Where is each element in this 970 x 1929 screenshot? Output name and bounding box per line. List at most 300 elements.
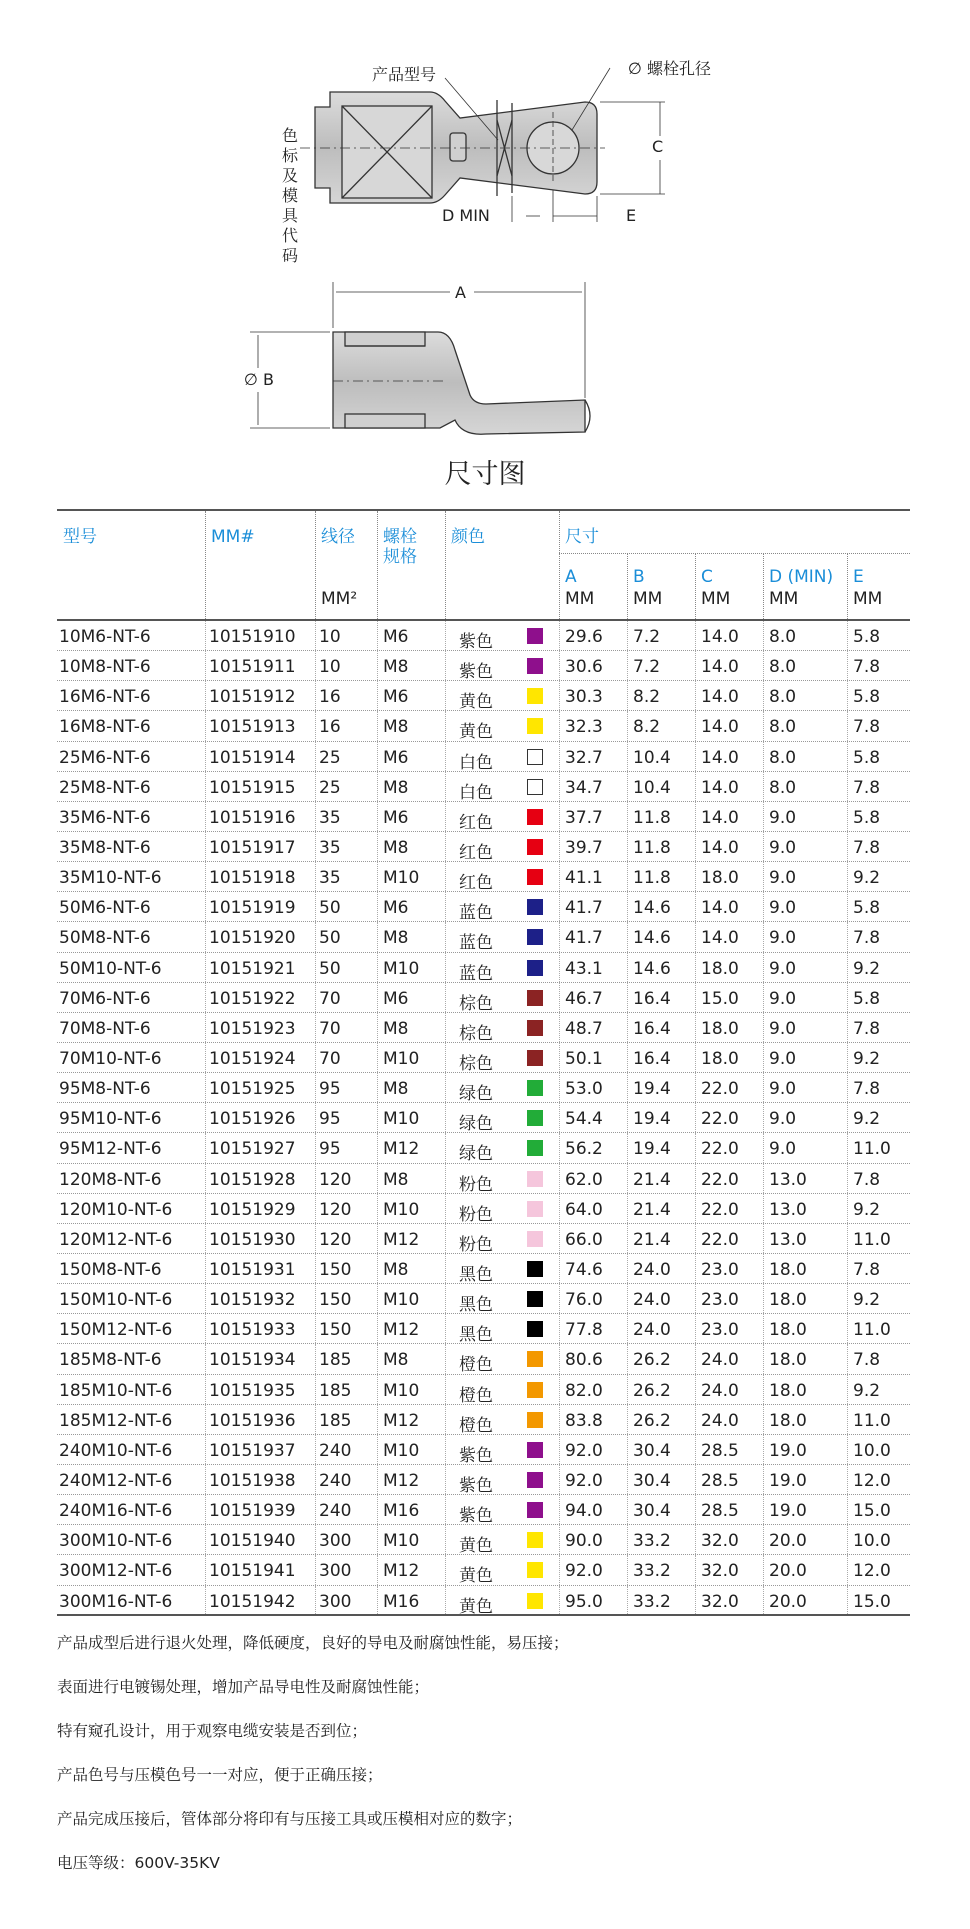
table-row — [57, 651, 910, 681]
model-cell: 240M12-NT-6 — [59, 1470, 173, 1491]
header-e: E — [853, 567, 864, 587]
wire-cell: 150 — [319, 1290, 352, 1311]
note-4: 产品色号与压模色号一一对应，便于正确压接； — [57, 1766, 383, 1784]
note-3: 特有窥孔设计，用于观察电缆安装是否到位； — [57, 1722, 368, 1740]
table-row — [57, 711, 910, 741]
table-row — [57, 1254, 910, 1284]
mm-cell: 10151935 — [209, 1380, 296, 1401]
color-swatch — [527, 1382, 543, 1398]
c-cell: 23.0 — [701, 1259, 739, 1280]
d-cell: 8.0 — [769, 627, 797, 647]
model-cell: 35M8-NT-6 — [59, 837, 151, 858]
color-cell: 紫色 — [459, 1506, 493, 1527]
table-row — [57, 1043, 910, 1073]
color-cell: 粉色 — [459, 1204, 493, 1225]
color-cell: 棕色 — [459, 1053, 493, 1074]
b-cell: 19.4 — [633, 1079, 671, 1100]
a-cell: 29.6 — [565, 627, 603, 647]
wire-cell: 150 — [319, 1320, 352, 1341]
c-cell: 23.0 — [701, 1320, 739, 1341]
d-cell: 18.0 — [769, 1259, 807, 1280]
dimension-drawing — [0, 0, 970, 500]
d-cell: 20.0 — [769, 1591, 807, 1612]
lug-side-view — [250, 282, 590, 434]
e-cell: 7.8 — [853, 1350, 881, 1371]
b-cell: 11.8 — [633, 868, 671, 889]
color-cell: 红色 — [459, 873, 493, 894]
wire-cell: 300 — [319, 1531, 352, 1552]
wire-cell: 70 — [319, 988, 341, 1009]
a-cell: 76.0 — [565, 1290, 603, 1311]
model-cell: 16M6-NT-6 — [59, 687, 151, 708]
c-cell: 24.0 — [701, 1350, 739, 1371]
wire-cell: 16 — [319, 717, 341, 738]
e-cell: 9.2 — [853, 1048, 881, 1069]
e-cell: 5.8 — [853, 988, 881, 1009]
mm-cell: 10151936 — [209, 1410, 296, 1431]
a-cell: 94.0 — [565, 1501, 603, 1522]
a-cell: 30.3 — [565, 687, 603, 708]
c-cell: 14.0 — [701, 928, 739, 949]
c-cell: 22.0 — [701, 1229, 739, 1250]
model-cell: 70M6-NT-6 — [59, 988, 151, 1009]
color-cell: 绿色 — [459, 1084, 493, 1105]
b-cell: 10.4 — [633, 747, 671, 768]
color-cell: 黄色 — [459, 1596, 493, 1617]
b-cell: 14.6 — [633, 928, 671, 949]
bolt-cell: M12 — [383, 1470, 420, 1491]
a-cell: 41.7 — [565, 898, 603, 919]
color-cell: 白色 — [459, 752, 493, 773]
mm-cell: 10151926 — [209, 1109, 296, 1130]
mm-cell: 10151937 — [209, 1440, 296, 1461]
b-dim-label: ∅ B — [244, 370, 274, 389]
color-cell: 橙色 — [459, 1355, 493, 1376]
a-cell: 39.7 — [565, 837, 603, 858]
e-cell: 10.0 — [853, 1440, 891, 1461]
color-cell: 棕色 — [459, 1023, 493, 1044]
b-cell: 19.4 — [633, 1109, 671, 1130]
wire-cell: 50 — [319, 958, 341, 979]
color-cell: 橙色 — [459, 1415, 493, 1436]
b-cell: 14.6 — [633, 958, 671, 979]
color-swatch — [527, 1020, 543, 1036]
model-cell: 240M16-NT-6 — [59, 1501, 173, 1522]
d-cell: 8.0 — [769, 777, 797, 798]
bolt-cell: M10 — [383, 1290, 420, 1311]
bolt-cell: M8 — [383, 928, 409, 949]
lug-top-view — [300, 68, 665, 222]
header-d-unit: MM — [769, 589, 799, 609]
a-cell: 92.0 — [565, 1470, 603, 1491]
a-cell: 50.1 — [565, 1048, 603, 1069]
e-cell: 9.2 — [853, 1199, 881, 1220]
b-cell: 8.2 — [633, 717, 661, 738]
mm-cell: 10151914 — [209, 747, 296, 768]
a-cell: 30.6 — [565, 657, 603, 678]
b-cell: 33.2 — [633, 1561, 671, 1582]
b-cell: 24.0 — [633, 1259, 671, 1280]
table-row — [57, 1164, 910, 1194]
wire-cell: 50 — [319, 928, 341, 949]
model-cell: 185M10-NT-6 — [59, 1380, 173, 1401]
color-swatch — [527, 899, 543, 915]
b-cell: 8.2 — [633, 687, 661, 708]
color-swatch — [527, 1442, 543, 1458]
wire-cell: 16 — [319, 687, 341, 708]
wire-cell: 25 — [319, 747, 341, 768]
header-wire: 线径 — [321, 527, 355, 547]
bolt-cell: M8 — [383, 1018, 409, 1039]
wire-cell: 185 — [319, 1380, 352, 1401]
mm-cell: 10151938 — [209, 1470, 296, 1491]
color-swatch — [527, 869, 543, 885]
header-model: 型号 — [63, 527, 97, 547]
e-cell: 7.8 — [853, 1079, 881, 1100]
header-b: B — [633, 567, 645, 587]
c-cell: 14.0 — [701, 747, 739, 768]
color-swatch — [527, 1140, 543, 1156]
color-swatch — [527, 809, 543, 825]
note-5: 产品完成压接后，管体部分将印有与压接工具或压模相对应的数字； — [57, 1810, 523, 1828]
b-cell: 7.2 — [633, 657, 661, 678]
e-cell: 9.2 — [853, 868, 881, 889]
bolt-cell: M10 — [383, 1048, 420, 1069]
bolt-cell: M16 — [383, 1591, 420, 1612]
wire-cell: 25 — [319, 777, 341, 798]
header-a: A — [565, 567, 577, 587]
wire-cell: 70 — [319, 1048, 341, 1069]
color-swatch — [527, 839, 543, 855]
color-cell: 黑色 — [459, 1295, 493, 1316]
color-swatch — [527, 1261, 543, 1277]
model-cell: 120M12-NT-6 — [59, 1229, 173, 1250]
color-cell: 白色 — [459, 782, 493, 803]
d-cell: 9.0 — [769, 1048, 797, 1069]
a-cell: 41.7 — [565, 928, 603, 949]
model-cell: 70M8-NT-6 — [59, 1018, 151, 1039]
model-cell: 300M16-NT-6 — [59, 1591, 173, 1612]
wire-cell: 120 — [319, 1199, 352, 1220]
a-cell: 82.0 — [565, 1380, 603, 1401]
e-cell: 12.0 — [853, 1561, 891, 1582]
mm-cell: 10151915 — [209, 777, 296, 798]
mm-cell: 10151929 — [209, 1199, 296, 1220]
mm-cell: 10151918 — [209, 868, 296, 889]
color-swatch — [527, 929, 543, 945]
mm-cell: 10151917 — [209, 837, 296, 858]
mm-cell: 10151910 — [209, 627, 296, 647]
color-cell: 红色 — [459, 842, 493, 863]
table-row — [57, 621, 910, 651]
bolt-cell: M6 — [383, 988, 409, 1009]
c-cell: 23.0 — [701, 1290, 739, 1311]
e-cell: 7.8 — [853, 717, 881, 738]
color-cell: 蓝色 — [459, 963, 493, 984]
d-cell: 9.0 — [769, 807, 797, 828]
color-swatch — [527, 990, 543, 1006]
e-cell: 5.8 — [853, 807, 881, 828]
c-cell: 22.0 — [701, 1199, 739, 1220]
a-cell: 64.0 — [565, 1199, 603, 1220]
a-cell: 95.0 — [565, 1591, 603, 1612]
bolt-cell: M8 — [383, 1169, 409, 1190]
note-6: 电压等级：600V-35KV — [57, 1854, 220, 1872]
e-cell: 15.0 — [853, 1591, 891, 1612]
a-cell: 92.0 — [565, 1561, 603, 1582]
bolt-cell: M10 — [383, 1109, 420, 1130]
model-cell: 120M10-NT-6 — [59, 1199, 173, 1220]
color-cell: 黄色 — [459, 722, 493, 743]
bolt-cell: M10 — [383, 958, 420, 979]
d-cell: 8.0 — [769, 657, 797, 678]
c-cell: 22.0 — [701, 1109, 739, 1130]
color-cell: 蓝色 — [459, 933, 493, 954]
table-row — [57, 1405, 910, 1435]
c-cell: 28.5 — [701, 1470, 739, 1491]
mm-cell: 10151920 — [209, 928, 296, 949]
wire-cell: 10 — [319, 627, 341, 647]
table-row — [57, 1495, 910, 1525]
color-swatch — [527, 1080, 543, 1096]
e-cell: 5.8 — [853, 747, 881, 768]
table-row — [57, 1465, 910, 1495]
b-cell: 19.4 — [633, 1139, 671, 1160]
header-a-unit: MM — [565, 589, 595, 609]
dmin-dim-label: D MIN — [442, 206, 490, 225]
model-cell: 10M6-NT-6 — [59, 627, 151, 647]
color-swatch — [527, 1201, 543, 1217]
c-cell: 28.5 — [701, 1440, 739, 1461]
d-cell: 9.0 — [769, 1139, 797, 1160]
mm-cell: 10151927 — [209, 1139, 296, 1160]
color-swatch — [527, 1593, 543, 1609]
model-cell: 95M12-NT-6 — [59, 1139, 162, 1160]
wire-cell: 95 — [319, 1109, 341, 1130]
b-cell: 26.2 — [633, 1350, 671, 1371]
d-cell: 9.0 — [769, 958, 797, 979]
color-cell: 绿色 — [459, 1114, 493, 1135]
model-cell: 120M8-NT-6 — [59, 1169, 162, 1190]
c-cell: 24.0 — [701, 1380, 739, 1401]
mm-cell: 10151922 — [209, 988, 296, 1009]
color-swatch — [527, 779, 543, 795]
e-cell: 7.8 — [853, 657, 881, 678]
table-row — [57, 1525, 910, 1555]
d-cell: 19.0 — [769, 1440, 807, 1461]
a-cell: 56.2 — [565, 1139, 603, 1160]
a-cell: 32.7 — [565, 747, 603, 768]
d-cell: 13.0 — [769, 1169, 807, 1190]
model-cell: 50M6-NT-6 — [59, 898, 151, 919]
bolt-cell: M8 — [383, 1259, 409, 1280]
wire-cell: 10 — [319, 657, 341, 678]
table-row — [57, 742, 910, 772]
mm-cell: 10151941 — [209, 1561, 296, 1582]
e-cell: 7.8 — [853, 1018, 881, 1039]
d-cell: 9.0 — [769, 868, 797, 889]
mm-cell: 10151924 — [209, 1048, 296, 1069]
d-cell: 9.0 — [769, 1018, 797, 1039]
e-cell: 9.2 — [853, 1109, 881, 1130]
color-cell: 黄色 — [459, 1566, 493, 1587]
mm-cell: 10151913 — [209, 717, 296, 738]
header-bolt: 螺栓规格 — [383, 527, 417, 567]
b-cell: 26.2 — [633, 1380, 671, 1401]
bolt-cell: M10 — [383, 868, 420, 889]
c-cell: 14.0 — [701, 687, 739, 708]
model-cell: 50M8-NT-6 — [59, 928, 151, 949]
mm-cell: 10151933 — [209, 1320, 296, 1341]
c-cell: 14.0 — [701, 837, 739, 858]
table-row — [57, 1224, 910, 1254]
c-cell: 18.0 — [701, 1048, 739, 1069]
table-row — [57, 772, 910, 802]
bolt-cell: M6 — [383, 747, 409, 768]
bolt-cell: M8 — [383, 717, 409, 738]
color-swatch — [527, 1472, 543, 1488]
c-cell: 14.0 — [701, 657, 739, 678]
a-dim-label: A — [455, 283, 466, 302]
table-row — [57, 681, 910, 711]
mm-cell: 10151916 — [209, 807, 296, 828]
note-2: 表面进行电镀锡处理，增加产品导电性及耐腐蚀性能； — [57, 1678, 430, 1696]
c-cell: 14.0 — [701, 807, 739, 828]
d-cell: 9.0 — [769, 1079, 797, 1100]
e-cell: 7.8 — [853, 1259, 881, 1280]
c-cell: 22.0 — [701, 1139, 739, 1160]
a-cell: 77.8 — [565, 1320, 603, 1341]
table-row — [57, 1133, 910, 1163]
c-dim-label: C — [652, 137, 664, 156]
b-cell: 11.8 — [633, 807, 671, 828]
bolt-cell: M10 — [383, 1199, 420, 1220]
bolt-cell: M12 — [383, 1561, 420, 1582]
mm-cell: 10151925 — [209, 1079, 296, 1100]
d-cell: 18.0 — [769, 1290, 807, 1311]
mm-cell: 10151930 — [209, 1229, 296, 1250]
mm-cell: 10151921 — [209, 958, 296, 979]
b-cell: 16.4 — [633, 1018, 671, 1039]
e-cell: 7.8 — [853, 777, 881, 798]
a-cell: 74.6 — [565, 1259, 603, 1280]
a-cell: 34.7 — [565, 777, 603, 798]
d-cell: 20.0 — [769, 1531, 807, 1552]
color-cell: 黑色 — [459, 1264, 493, 1285]
d-cell: 13.0 — [769, 1199, 807, 1220]
dimension-title: 尺寸图 — [444, 459, 526, 490]
color-swatch — [527, 1171, 543, 1187]
c-cell: 18.0 — [701, 868, 739, 889]
header-mm: MM# — [211, 527, 255, 547]
model-cell: 185M12-NT-6 — [59, 1410, 173, 1431]
bolt-cell: M6 — [383, 687, 409, 708]
e-cell: 11.0 — [853, 1320, 891, 1341]
e-cell: 9.2 — [853, 1290, 881, 1311]
e-cell: 9.2 — [853, 1380, 881, 1401]
mm-cell: 10151911 — [209, 657, 296, 678]
model-cell: 240M10-NT-6 — [59, 1440, 173, 1461]
b-cell: 33.2 — [633, 1591, 671, 1612]
c-cell: 32.0 — [701, 1561, 739, 1582]
d-cell: 9.0 — [769, 988, 797, 1009]
e-cell: 9.2 — [853, 958, 881, 979]
b-cell: 16.4 — [633, 1048, 671, 1069]
c-cell: 32.0 — [701, 1591, 739, 1612]
wire-cell: 300 — [319, 1561, 352, 1582]
model-label: 产品型号 — [372, 65, 437, 84]
model-cell: 25M8-NT-6 — [59, 777, 151, 798]
table-row — [57, 1555, 910, 1585]
color-swatch — [527, 718, 543, 734]
color-code-label: 色标及模具代码 — [281, 126, 298, 265]
wire-cell: 240 — [319, 1501, 352, 1522]
mm-cell: 10151940 — [209, 1531, 296, 1552]
a-cell: 46.7 — [565, 988, 603, 1009]
color-cell: 紫色 — [459, 1475, 493, 1496]
wire-cell: 185 — [319, 1350, 352, 1371]
model-cell: 150M8-NT-6 — [59, 1259, 162, 1280]
a-cell: 53.0 — [565, 1079, 603, 1100]
model-cell: 70M10-NT-6 — [59, 1048, 162, 1069]
mm-cell: 10151919 — [209, 898, 296, 919]
c-cell: 18.0 — [701, 1018, 739, 1039]
a-cell: 54.4 — [565, 1109, 603, 1130]
d-cell: 18.0 — [769, 1350, 807, 1371]
bolt-hole-label: ∅ 螺栓孔径 — [628, 59, 712, 78]
wire-cell: 35 — [319, 807, 341, 828]
header-wire-unit: MM² — [321, 589, 358, 609]
a-cell: 90.0 — [565, 1531, 603, 1552]
c-cell: 28.5 — [701, 1501, 739, 1522]
a-cell: 48.7 — [565, 1018, 603, 1039]
b-cell: 10.4 — [633, 777, 671, 798]
table-row — [57, 1375, 910, 1405]
wire-cell: 35 — [319, 837, 341, 858]
table-row — [57, 953, 910, 983]
c-cell: 24.0 — [701, 1410, 739, 1431]
model-cell: 25M6-NT-6 — [59, 747, 151, 768]
color-swatch — [527, 628, 543, 644]
wire-cell: 35 — [319, 868, 341, 889]
bolt-cell: M12 — [383, 1320, 420, 1341]
table-row — [57, 802, 910, 832]
bolt-cell: M10 — [383, 1531, 420, 1552]
d-cell: 8.0 — [769, 687, 797, 708]
d-cell: 9.0 — [769, 837, 797, 858]
a-cell: 41.1 — [565, 868, 603, 889]
e-cell: 7.8 — [853, 1169, 881, 1190]
header-c: C — [701, 567, 713, 587]
color-swatch — [527, 688, 543, 704]
b-cell: 24.0 — [633, 1290, 671, 1311]
table-row — [57, 1284, 910, 1314]
wire-cell: 185 — [319, 1410, 352, 1431]
e-cell: 5.8 — [853, 627, 881, 647]
c-cell: 22.0 — [701, 1079, 739, 1100]
color-swatch — [527, 1502, 543, 1518]
color-swatch — [527, 1532, 543, 1548]
e-cell: 7.8 — [853, 928, 881, 949]
wire-cell: 50 — [319, 898, 341, 919]
d-cell: 8.0 — [769, 717, 797, 738]
b-cell: 33.2 — [633, 1531, 671, 1552]
mm-cell: 10151912 — [209, 687, 296, 708]
color-swatch — [527, 749, 543, 765]
wire-cell: 95 — [319, 1139, 341, 1160]
e-cell: 5.8 — [853, 898, 881, 919]
e-cell: 12.0 — [853, 1470, 891, 1491]
